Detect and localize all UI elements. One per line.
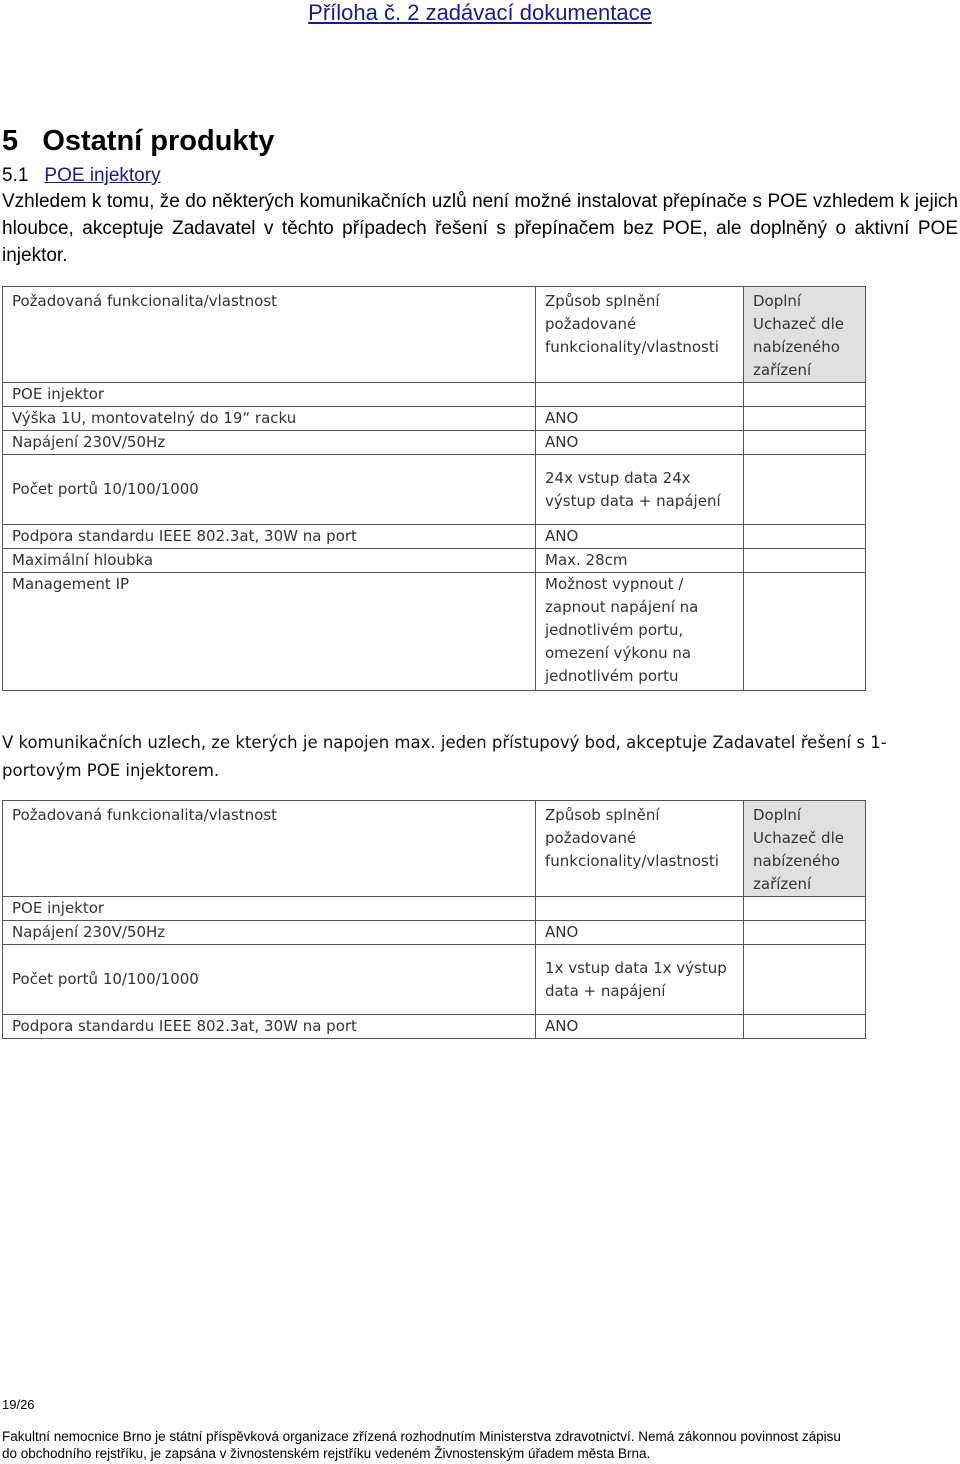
requirement-cell: ANO bbox=[536, 407, 744, 431]
fill-in-cell[interactable] bbox=[744, 455, 866, 525]
requirement-cell: ANO bbox=[536, 921, 744, 945]
requirements-table-1 bbox=[2, 286, 866, 691]
group-label: POE injektor bbox=[3, 383, 536, 407]
feature-cell: Napájení 230V/50Hz bbox=[3, 921, 536, 945]
section-heading bbox=[2, 124, 274, 158]
requirement-cell: 24x vstup data 24x výstup data + napájení bbox=[536, 455, 744, 525]
feature-cell: Počet portů 10/100/1000 bbox=[3, 455, 536, 525]
table-header-row bbox=[3, 801, 866, 897]
fill-in-cell[interactable] bbox=[744, 407, 866, 431]
requirement-cell: Možnost vypnout / zapnout napájení na jednotlivém portu, omezení výkonu na jednotlivém portu bbox=[536, 573, 744, 691]
intro-paragraph: Vzhledem k tomu, že do některých komunikačních uzlů není možné instalovat přepínače s POE vzhledem k jejich hloubce, akceptuje Zadavatel v těchto případech řešení s přepínačem bez POE, ale doplněný o aktivní POE injektor. bbox=[2, 191, 958, 266]
fill-in-cell[interactable] bbox=[744, 431, 866, 455]
table-row bbox=[3, 525, 866, 549]
feature-cell: Management IP bbox=[3, 573, 536, 691]
feature-cell: Podpora standardu IEEE 802.3at, 30W na port bbox=[3, 1015, 536, 1039]
table-row bbox=[3, 921, 866, 945]
middle-paragraph: V komunikačních uzlech, ze kterých je napojen max. jeden přístupový bod, akceptuje Zadavatel řešení s 1-portovým POE injektorem. bbox=[2, 733, 887, 780]
subsection-heading bbox=[2, 164, 161, 188]
header-fill-in: Doplní Uchazeč dle nabízeného zařízení bbox=[744, 801, 866, 897]
fill-in-cell[interactable] bbox=[744, 549, 866, 573]
page-number: 19/26 bbox=[2, 1397, 35, 1412]
group-label: POE injektor bbox=[3, 897, 536, 921]
requirement-cell: ANO bbox=[536, 431, 744, 455]
requirement-cell: ANO bbox=[536, 1015, 744, 1039]
subsection-title-link[interactable]: POE injektory bbox=[44, 165, 161, 186]
table-row bbox=[3, 431, 866, 455]
table-row bbox=[3, 1015, 866, 1039]
feature-cell: Podpora standardu IEEE 802.3at, 30W na port bbox=[3, 525, 536, 549]
requirement-cell: Max. 28cm bbox=[536, 549, 744, 573]
footer-line-2: do obchodního rejstříku, je zapsána v živnostenském rejstříku vedeném Živnostenským úřadem města Brna. bbox=[2, 1446, 651, 1461]
table-row bbox=[3, 407, 866, 431]
table-row bbox=[3, 945, 866, 1015]
fill-in-cell[interactable] bbox=[744, 1015, 866, 1039]
feature-cell: Maximální hloubka bbox=[3, 549, 536, 573]
fill-in-cell[interactable] bbox=[744, 921, 866, 945]
section-number: 5 bbox=[2, 125, 19, 157]
feature-cell: Počet portů 10/100/1000 bbox=[3, 945, 536, 1015]
fill-in-cell[interactable] bbox=[744, 945, 866, 1015]
table-row bbox=[3, 573, 866, 691]
header-requirement: Způsob splnění požadované funkcionality/vlastnosti bbox=[536, 287, 744, 383]
header-requirement: Způsob splnění požadované funkcionality/vlastnosti bbox=[536, 801, 744, 897]
document-header-link[interactable]: Příloha č. 2 zadávací dokumentace bbox=[308, 0, 652, 25]
requirement-cell: ANO bbox=[536, 525, 744, 549]
fill-in-cell[interactable] bbox=[744, 525, 866, 549]
header-fill-in: Doplní Uchazeč dle nabízeného zařízení bbox=[744, 287, 866, 383]
table-group-row bbox=[3, 897, 866, 921]
header-feature: Požadovaná funkcionalita/vlastnost bbox=[3, 287, 536, 383]
header-feature: Požadovaná funkcionalita/vlastnost bbox=[3, 801, 536, 897]
table-group-row bbox=[3, 383, 866, 407]
subsection-number: 5.1 bbox=[2, 165, 29, 186]
footer-line-1: Fakultní nemocnice Brno je státní příspěvková organizace zřízená rozhodnutím Ministerstva zdravotnictví. Nemá zákonnou povinnost zápisu bbox=[2, 1429, 841, 1444]
table-row bbox=[3, 549, 866, 573]
section-title: Ostatní produkty bbox=[42, 125, 275, 157]
page-footer bbox=[2, 1428, 958, 1462]
feature-cell: Výška 1U, montovatelný do 19“ racku bbox=[3, 407, 536, 431]
requirements-table-2 bbox=[2, 800, 866, 1039]
table-header-row bbox=[3, 287, 866, 383]
feature-cell: Napájení 230V/50Hz bbox=[3, 431, 536, 455]
fill-in-cell[interactable] bbox=[744, 573, 866, 691]
requirement-cell: 1x vstup data 1x výstup data + napájení bbox=[536, 945, 744, 1015]
table-row bbox=[3, 455, 866, 525]
